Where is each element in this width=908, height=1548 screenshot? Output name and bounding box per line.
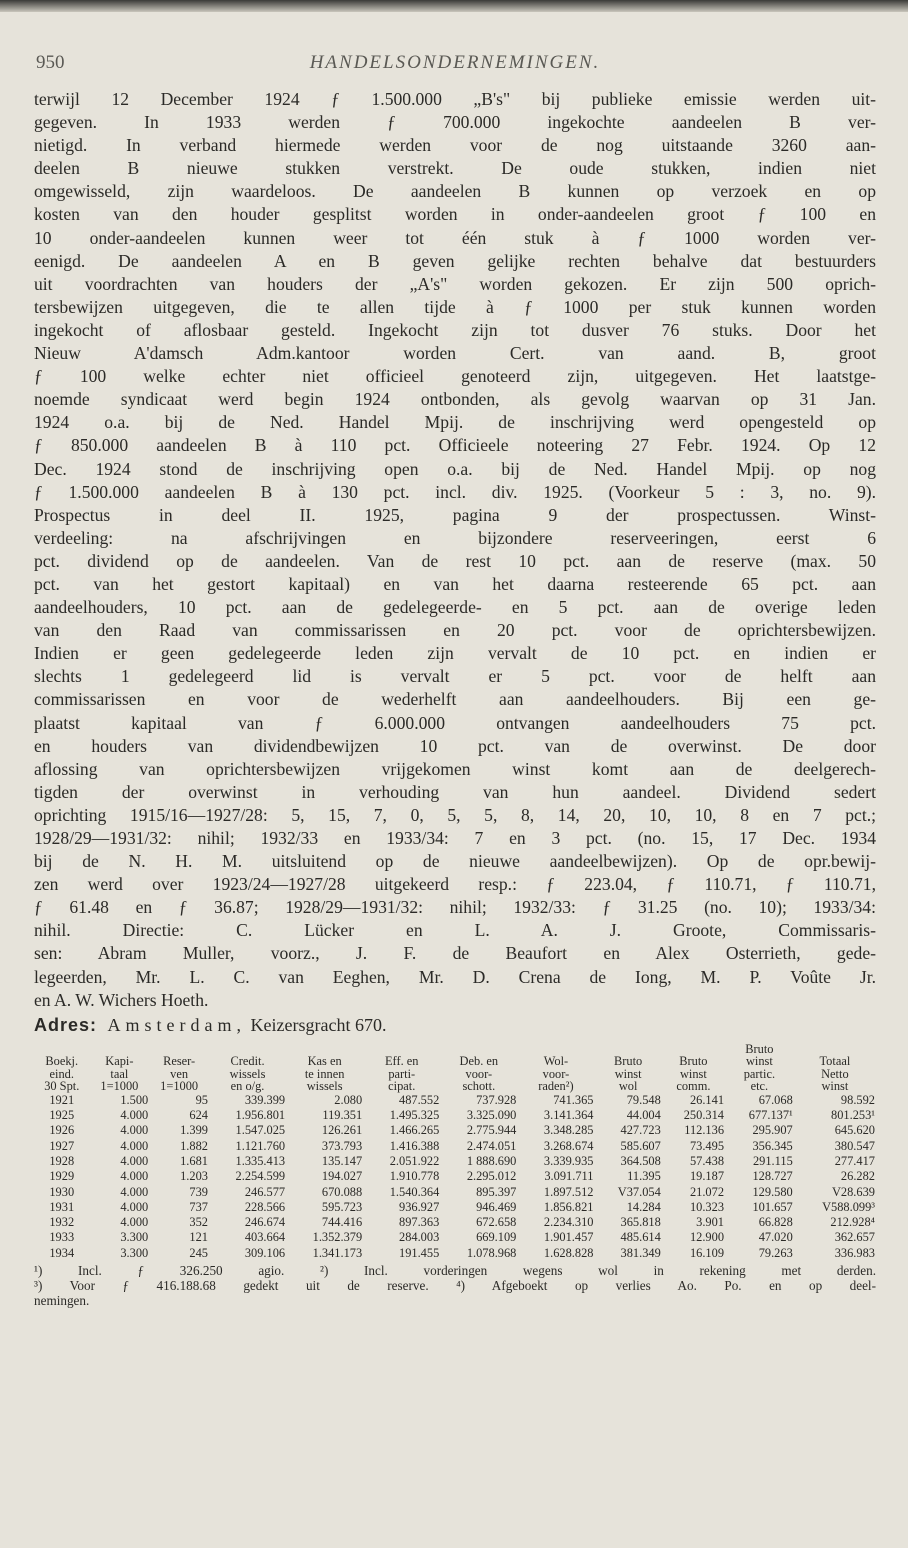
table-cell: 1.500 [120,1092,149,1107]
column-header: Boekj. [45,1054,79,1069]
table-cell: 1.956.801 [235,1108,286,1123]
table-cell: 2.051.922 [389,1153,440,1168]
text-line: deelen B nieuwe stukken verstrekt. De oude stukken, indien niet [34,158,876,179]
table-row [34,1154,876,1169]
table-cell: V28.639 [831,1184,875,1199]
table-cell: 26.282 [840,1169,875,1184]
table-cell: 1921 [49,1092,75,1107]
table-cell: 16.109 [689,1245,725,1260]
column-header: schott. [462,1079,496,1094]
column-header: Credit. [230,1054,265,1069]
table-cell: 895.397 [476,1184,517,1199]
column-header: taal [110,1066,129,1081]
table-cell: 3.901 [696,1215,725,1230]
column-header: etc. [750,1079,769,1094]
table-cell: 741.365 [553,1092,594,1107]
text-line: 1928/29—1931/32: nihil; 1932/33 en 1933/34: 7 en 3 pct. (no. 15, 17 Dec. 1934 [34,828,876,848]
column-header: partic. [743,1066,776,1081]
table-cell: 739 [189,1184,208,1199]
table-cell: 737.928 [476,1092,517,1107]
column-header: winst [614,1066,642,1081]
column-header: voor- [542,1066,570,1081]
table-cell: 1.495.325 [389,1108,440,1123]
column-header: Bruto [745,1041,774,1056]
table-cell: 677.137¹ [748,1108,793,1123]
table-cell: 47.020 [758,1230,793,1245]
table-cell: 3.141.364 [543,1108,594,1123]
table-cell: 67.068 [758,1092,793,1107]
table-cell: 44.004 [626,1108,661,1123]
table-cell: 897.363 [399,1215,440,1230]
text-line: nietigd. In verband hiermede werden voor de nog uitstaande 3260 aan- [34,135,876,156]
table-cell: 1.540.364 [389,1184,440,1199]
table-cell: 284.003 [399,1230,440,1245]
text-line: zen werd over 1923/24—1927/28 uitgekeerd resp.: ƒ 223.04, ƒ 110.71, ƒ 110.71, [34,874,876,895]
footnotes [34,1263,876,1308]
text-line: gegeven. In 1933 werden ƒ 700.000 ingekochte aandeelen B ver- [34,112,876,133]
text-line: Nieuw A'damsch Adm.kantoor worden Cert. van aand. B, groot [34,343,876,364]
table-cell: 364.508 [620,1153,661,1168]
text-line: bij de N. H. M. uitsluitend op de nieuwe aandeelbewijzen). Op de opr.bewij- [34,851,876,872]
table-cell: 4.000 [120,1138,149,1153]
table-cell: 336.983 [834,1245,875,1260]
table-cell: 645.620 [834,1123,875,1138]
table-cell: 12.900 [689,1230,725,1245]
text-line: aflossing van oprichtersbewijzen vrijgekomen winst komt aan de deelgerech- [34,758,876,779]
table-cell: 4.000 [120,1199,149,1214]
column-header: 1=1000 [100,1079,139,1094]
text-line: eenigd. De aandeelen A en B geven gelijke rechten behalve dat bestuurders [34,250,876,271]
table-cell: 11.395 [627,1169,661,1184]
running-title: HANDELSONDERNEMINGEN. [309,52,601,73]
column-header: Bruto [679,1054,708,1069]
table-cell: 79.548 [626,1092,661,1107]
table-cell: 485.614 [620,1230,661,1245]
table-cell: 119.351 [322,1108,363,1123]
table-cell: 10.323 [689,1199,725,1214]
text-line: Indien er geen gedelegeerde leden zijn vervalt de 10 pct. en indien er [34,643,876,664]
table-cell: 194.027 [321,1169,363,1184]
text-line: commissarissen en voor de wederhelft aan aandeelhouders. Bij een ge- [34,689,876,710]
table-cell: 744.416 [321,1215,363,1230]
scan-top-edge [0,0,908,12]
table-cell: 936.927 [399,1199,440,1214]
table-cell: 1.416.388 [389,1138,440,1153]
table-cell: 57.438 [689,1153,725,1168]
table-cell: 1929 [49,1169,75,1184]
column-header: Kas en [307,1054,342,1069]
column-header: winst [679,1066,707,1081]
table-cell: 246.577 [244,1184,286,1199]
table-cell: 487.552 [399,1092,440,1107]
address-city: Amsterdam, [107,1014,246,1035]
text-line: ƒ 850.000 aandeelen B à 110 pct. Officieele noteering 27 Febr. 1924. Op 12 [34,435,876,456]
table-cell: 126.261 [321,1123,363,1138]
table-cell: 1930 [49,1184,75,1199]
text-line: oprichting 1915/16—1927/28: 5, 15, 7, 0, 5, 5, 8, 14, 20, 10, 10, 8 en 7 pct.; [34,804,876,825]
table-cell: 4.000 [120,1184,149,1199]
table-cell: 121 [189,1230,208,1245]
table-cell: 128.727 [752,1169,793,1184]
text-line: sen: Abram Muller, voorz., J. F. de Beaufort en Alex Osterrieth, gede- [34,943,876,964]
text-line: aandeelhouders, 10 pct. aan de gedelegeerde- en 5 pct. aan de overige leden [34,597,876,618]
column-header: parti- [388,1066,416,1081]
table-cell: 356.345 [752,1138,793,1153]
text-line: tersbewijzen uitgegeven, die te allen tijde à ƒ 1000 per stuk kunnen worden [34,296,876,317]
table-cell: 1.882 [180,1138,208,1153]
text-line: ƒ 61.48 en ƒ 36.87; 1928/29—1931/32: nihil; 1932/33: ƒ 31.25 (no. 10); 1933/34: [34,897,876,918]
table-cell: 3.268.674 [543,1138,594,1153]
table-cell: 250.314 [683,1108,725,1123]
text-line: 10 onder-aandeelen kunnen weer tot één stuk à ƒ 1000 worden ver- [34,227,876,248]
text-line: van den Raad van commissarissen en 20 pct. voor de oprichtersbewijzen. [34,620,876,641]
table-cell: 246.674 [244,1215,286,1230]
table-cell: 1.897.512 [543,1184,594,1199]
text-line: tigden der overwinst in verhouding van hun aandeel. Dividend sedert [34,781,876,802]
table-cell: V37.054 [617,1184,661,1199]
table-cell: 946.469 [476,1199,517,1214]
table-header-row [34,1055,876,1068]
table-header-row [34,1080,876,1093]
table-cell: 19.187 [689,1169,725,1184]
table-cell: 129.580 [752,1184,793,1199]
table-cell: 66.828 [758,1215,793,1230]
table-cell: 4.000 [120,1215,149,1230]
table-cell: 3.339.935 [543,1153,594,1168]
table-cell: 737 [189,1199,208,1214]
column-header: cipat. [388,1079,416,1094]
table-cell: 1928 [49,1153,75,1168]
table-cell: 95 [195,1092,208,1107]
text-line: ingekocht of aflosbaar gesteld. Ingekocht zijn tot dusver 76 stuks. Door het [34,319,876,340]
table-cell: 365.818 [620,1215,661,1230]
table-row [34,1246,876,1261]
table-cell: 624 [189,1108,208,1123]
column-header: winst [745,1054,773,1069]
table-cell: 380.547 [834,1138,875,1153]
table-cell: 4.000 [120,1123,149,1138]
table-row [34,1123,876,1138]
column-header: Kapi- [105,1054,134,1069]
footnote-line: nemingen. [34,1293,90,1309]
table-row [34,1169,876,1184]
table-cell: 2.295.012 [466,1169,517,1184]
table-cell: 1.856.821 [543,1199,594,1214]
table-cell: 669.109 [476,1230,517,1245]
table-cell: 1.628.828 [543,1245,594,1260]
table-cell: 381.349 [620,1245,661,1260]
table-cell: 3.325.090 [466,1108,517,1123]
table-cell: 585.607 [620,1138,661,1153]
table-cell: 2.775.944 [466,1123,517,1138]
text-line: terwijl 12 December 1924 ƒ 1.500.000 „B's" bij publieke emissie werden uit- [34,89,876,109]
table-cell: 1927 [49,1138,75,1153]
text-line: uit voordrachten van houders der „A's" worden gekozen. Er zijn 500 oprich- [34,273,876,294]
table-cell: 3.091.711 [544,1169,594,1184]
table-cell: V588.099³ [822,1199,875,1214]
table-cell: 2.254.599 [235,1169,286,1184]
table-row [34,1200,876,1215]
column-header: comm. [676,1079,711,1094]
text-line: en A. W. Wichers Hoeth. [34,989,209,1010]
table-body [34,1093,876,1261]
column-header: Deb. en [459,1054,499,1069]
table-cell: 73.495 [689,1138,725,1153]
column-header: en o/g. [230,1079,265,1094]
table-cell: 26.141 [689,1092,725,1107]
column-header: 1=1000 [160,1079,199,1094]
table-cell: 291.115 [752,1153,793,1168]
table-cell: 295.907 [752,1123,793,1138]
address-label: Adres: [34,1014,98,1035]
table-cell: 212.928⁴ [830,1215,875,1230]
table-cell: 112.136 [684,1123,725,1138]
column-header: Wol- [543,1054,569,1069]
column-header: Reser- [163,1054,196,1069]
table-cell: 1.547.025 [235,1123,286,1138]
table-cell: 672.658 [476,1215,517,1230]
text-line: noemde syndicaat werd begin 1924 ontbonden, als gevolg waarvan op 31 Jan. [34,389,876,410]
table-cell: 595.723 [321,1199,363,1214]
text-line: Prospectus in deel II. 1925, pagina 9 der prospectussen. Winst- [34,504,876,525]
table-cell: 14.284 [626,1199,661,1214]
page-number: 950 [36,52,65,73]
table-cell: 2.474.051 [466,1138,517,1153]
table-cell: 362.657 [834,1230,875,1245]
table-row [34,1230,876,1245]
table-cell: 4.000 [120,1153,149,1168]
table-cell: 1932 [49,1215,75,1230]
table-row [34,1185,876,1200]
text-line: pct. dividend op de aandeelen. Van de rest 10 pct. aan de reserve (max. 50 [34,550,876,571]
table-cell: 1933 [49,1230,75,1245]
table-cell: 245 [189,1245,208,1260]
table-cell: 1.910.778 [389,1169,440,1184]
table-cell: 670.088 [321,1184,363,1199]
document-page [34,52,876,1308]
footnote-line: ¹) Incl. ƒ 326.250 agio. ²) Incl. vorderingen wegens wol in rekening met derden. [34,1263,876,1279]
table-row [34,1139,876,1154]
column-header: voor- [465,1066,493,1081]
table-cell: 1925 [49,1108,75,1123]
table-cell: 1.399 [180,1123,208,1138]
text-line: ƒ 100 welke echter niet officieel genoteerd zijn, uitgegeven. Het laatstge- [34,366,876,387]
text-line: 1924 o.a. bij de Ned. Handel Mpij. de inschrijving werd opengesteld op [34,412,876,433]
table-cell: 1.335.413 [235,1153,286,1168]
column-header: te innen [304,1066,345,1081]
table-cell: 4.000 [120,1108,149,1123]
table-cell: 1 888.690 [466,1153,517,1168]
column-header: wol [618,1079,638,1094]
table-cell: 1926 [49,1123,75,1138]
table-cell: 98.592 [840,1092,875,1107]
page-header [34,52,876,88]
column-header: eind. [49,1066,74,1081]
column-header: raden²) [538,1079,574,1094]
table-cell: 1931 [49,1199,75,1214]
table-cell: 277.417 [834,1153,875,1168]
table-cell: 4.000 [120,1169,149,1184]
table-cell: 21.072 [689,1184,725,1199]
table-cell: 101.657 [752,1199,793,1214]
text-line: en houders van dividendbewijzen 10 pct. van de overwinst. De door [34,735,876,756]
column-header: wissels [306,1079,343,1094]
table-cell: 1.203 [180,1169,208,1184]
table-cell: 135.147 [321,1153,363,1168]
table-cell: 3.348.285 [543,1123,594,1138]
address-street: Keizersgracht 670. [250,1014,387,1035]
text-line: omgewisseld, zijn waardeloos. De aandeelen B kunnen op verzoek en op [34,181,876,202]
column-header: wissels [229,1066,266,1081]
table-cell: 403.664 [244,1230,286,1245]
column-header: ven [170,1066,189,1081]
column-header: winst [821,1079,849,1094]
financial-table [34,1043,876,1261]
footnote-line: ³) Voor ƒ 416.188.68 gedekt uit de reserve. ⁴) Afgeboekt op verlies Ao. Po. en op deel- [34,1278,876,1294]
text-line: kosten van den houder gesplitst worden in onder-aandeelen groot ƒ 100 en [34,204,876,225]
table-cell: 801.253¹ [831,1108,875,1123]
text-line: slechts 1 gedelegeerd lid is vervalt er 5 pct. voor de helft aan [34,666,876,687]
table-cell: 339.399 [244,1092,286,1107]
table-row [34,1108,876,1123]
text-line: verdeeling: na afschrijvingen en bijzondere reserveeringen, eerst 6 [34,527,876,548]
table-cell: 3.300 [120,1230,149,1245]
table-cell: 373.793 [321,1138,363,1153]
table-cell: 352 [189,1215,208,1230]
table-cell: 1.121.760 [235,1138,286,1153]
table-cell: 1.681 [180,1153,208,1168]
text-line: plaatst kapitaal van ƒ 6.000.000 ontvangen aandeelhouders 75 pct. [34,712,876,733]
table-cell: 1.901.457 [543,1230,594,1245]
column-header: Eff. en [384,1054,419,1069]
table-cell: 1.078.968 [466,1245,517,1260]
table-cell: 228.566 [244,1199,286,1214]
table-cell: 427.723 [620,1123,661,1138]
text-line: nihil. Directie: C. Lücker en L. A. J. Groote, Commissaris- [34,920,876,941]
table-header [34,1043,876,1093]
text-line: pct. van het gestort kapitaal) en van het daarna resteerende 65 pct. aan [34,573,876,594]
table-cell: 1.341.173 [312,1245,363,1260]
table-cell: 1934 [49,1245,75,1260]
table-cell: 1.352.379 [312,1230,363,1245]
address-line [34,1013,876,1037]
table-cell: 309.106 [244,1245,286,1260]
text-line: ƒ 1.500.000 aandeelen B à 130 pct. incl. div. 1925. (Voorkeur 5 : 3, no. 9). [34,481,876,502]
column-header: Bruto [614,1054,643,1069]
table-cell: 1.466.265 [389,1123,440,1138]
body-paragraph [34,88,876,1012]
column-header: Netto [821,1066,849,1081]
table-cell: 79.263 [758,1245,793,1260]
table-row [34,1093,876,1108]
table-cell: 2.234.310 [543,1215,594,1230]
column-header: 30 Spt. [44,1079,80,1094]
column-header: Totaal [819,1054,851,1069]
table-cell: 3.300 [120,1245,149,1260]
table-row [34,1215,876,1230]
table-cell: 191.455 [399,1245,440,1260]
table-cell: 2.080 [334,1092,363,1107]
text-line: legeerden, Mr. L. C. van Eeghen, Mr. D. Crena de Iong, M. P. Voûte Jr. [34,966,876,987]
text-line: Dec. 1924 stond de inschrijving open o.a. bij de Ned. Handel Mpij. op nog [34,458,876,479]
